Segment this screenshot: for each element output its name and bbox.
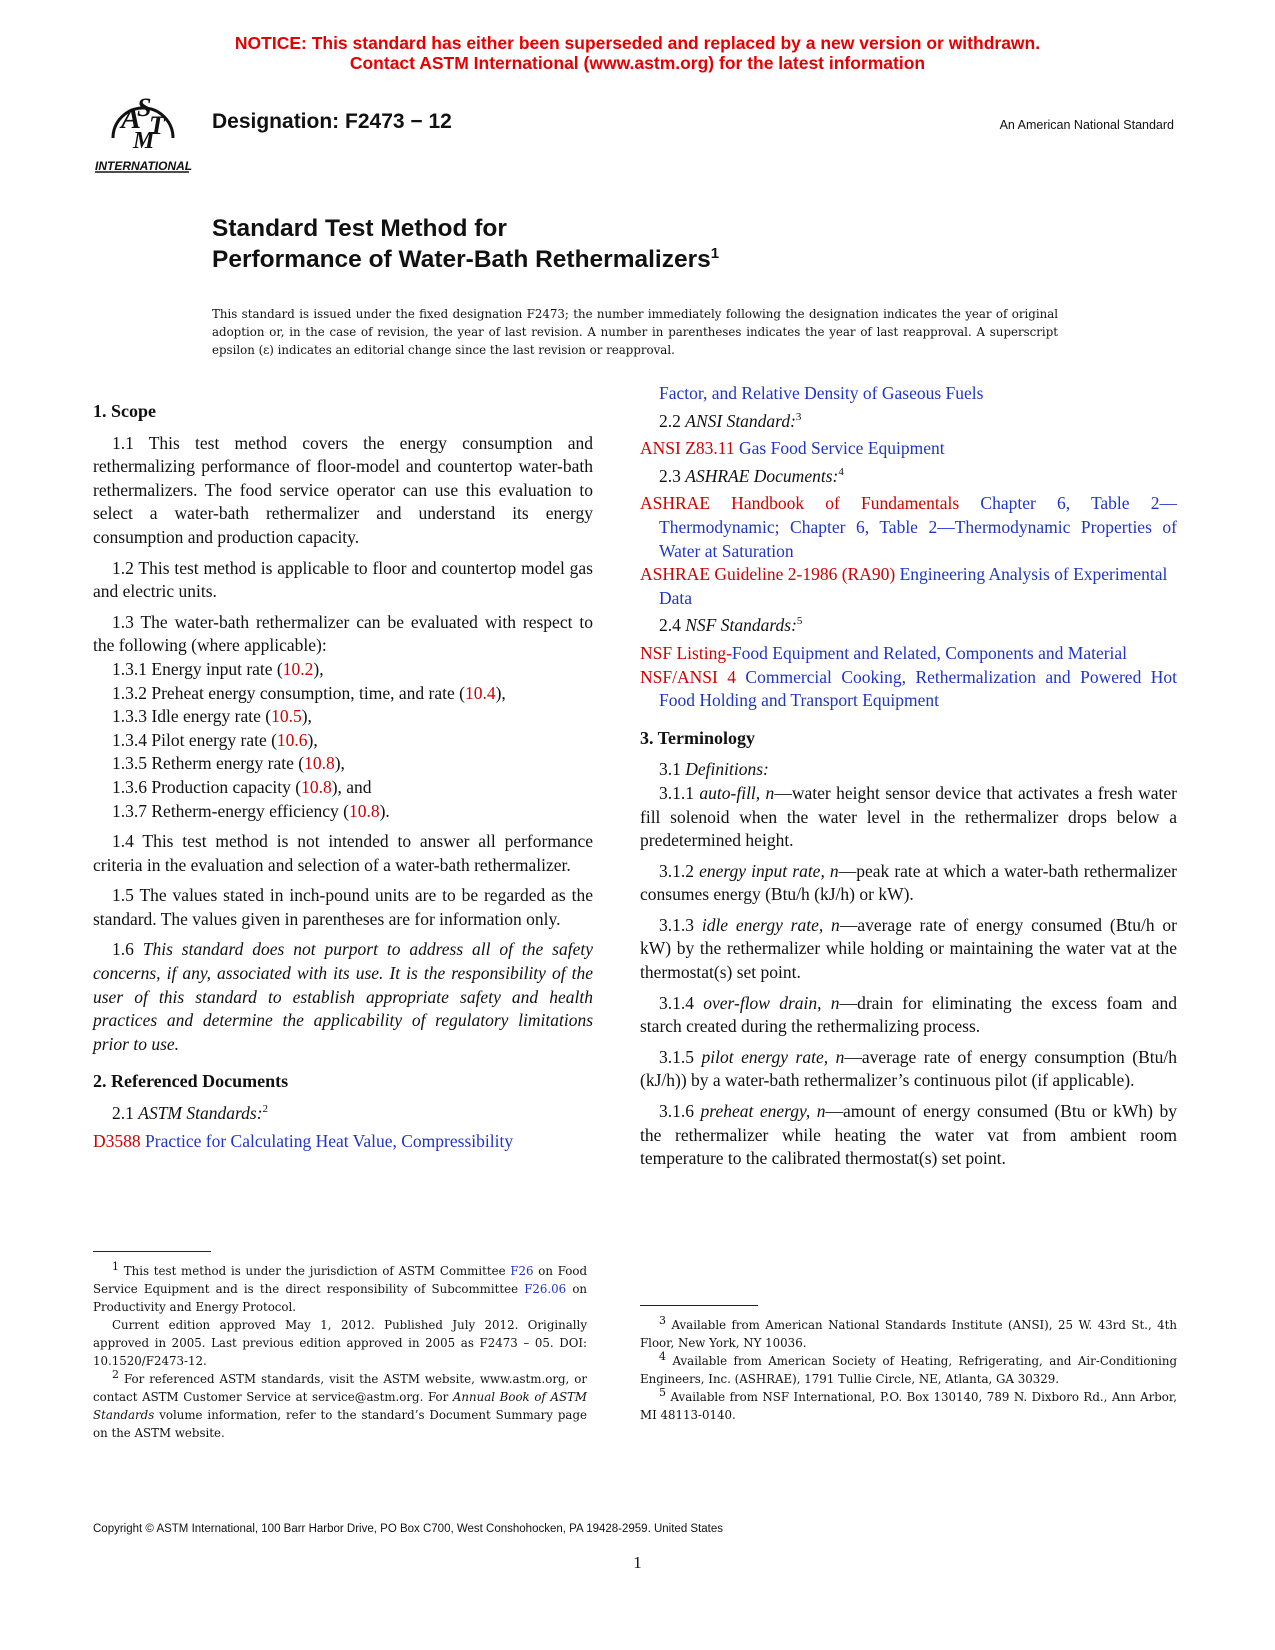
footnote-1: $^1$ This test method is under the jurisdiction of ASTM Committee F26 on Food Service Equipment and is the direct responsibility of Subcommittee F26.06 on Productivity and Energy Protocol. [93,1260,588,1314]
designation: Designation: F2473 − 12 [212,110,452,133]
list-item: 1.3.3 Idle energy rate (10.5), [112,706,312,727]
para-1-5: 1.5 The values stated in inch-pound units are to be regarded as the standard. The values given in parentheses are for information only. [93,885,593,929]
definition-item: 3.1.4 over-flow drain, n—drain for eliminating the excess foam and starch created during the rethermalizing process. [640,992,1177,1037]
list-item: 1.3.1 Energy input rate (10.2), [112,658,324,679]
ref-ashrae-guideline [640,563,1177,610]
document-title [212,213,719,275]
definition-item: 3.1.3 idle energy rate, n—average rate of energy consumed (Btu/h or kW) by the rethermalizer while holding or maintaining the water vat at the thermostat(s) set point. [640,914,1177,983]
ref-code[interactable]: NSF/ANSI 4 [640,666,736,687]
definition-item: 3.1.5 pilot energy rate, n—average rate of energy consumption (Btu/h (kJ/h)) by a water-bath rethermalizer’s continuous pilot (if applicable). [640,1046,1177,1091]
ref-title[interactable]: Commercial Cooking, Rethermalization and Powered Hot Food Holding and Transport Equipment [659,666,1177,711]
ref-nsf-ansi-4 [640,666,1177,713]
ref-code[interactable]: ASHRAE Guideline 2-1986 (RA90) [640,564,896,585]
copyright: Copyright © ASTM International, 100 Barr Harbor Drive, PO Box C700, West Conshohocken, PA 19428-2959. United States [93,1523,724,1535]
list-item: 1.3.2 Preheat energy consumption, time, and rate (10.4), [112,682,506,703]
list-item: 1.3.7 Retherm-energy efficiency (10.8). [112,800,390,821]
footnotes-left [93,1262,587,1442]
footnote-mark[interactable]: 3 [795,410,802,423]
national-standard-label: An American National Standard [999,118,1174,132]
footnote-separator-right [640,1305,758,1306]
withdrawal-notice [0,33,1275,73]
para-1-6: 1.6 This standard does not purport to address all of the safety concerns, if any, associated with its use. It is the responsibility of the user of this standard to establish appropriate safety and health practices and determine the applicability of regulatory limitations prior to use. [93,939,593,1054]
svg-text:A: A [121,102,142,135]
notice-line-1: NOTICE: This standard has either been superseded and replaced by a new version or withdrawn. [234,33,1041,53]
logo-text: INTERNATIONAL [95,159,193,173]
ref-code[interactable]: ANSI Z83.11 [640,438,735,459]
para-2-2: 2.2 ANSI Standard:$^3$ [659,410,802,431]
footnote-3: $^3$ Available from American National Standards Institute (ANSI), 25 W. 43rd St., 4th Floor, New York, NY 10036. [640,1314,1178,1350]
ref-title[interactable]: Chapter 6, Table 2—Thermodynamic; Chapter 6, Table 2—Thermodynamic Properties of Water at Saturation [659,493,1177,561]
ref-code[interactable]: D3588 [93,1130,141,1151]
ref-nsf-listing [640,642,1177,666]
ref-title[interactable]: Gas Food Service Equipment [739,438,945,459]
footnote-2: $^2$ For referenced ASTM standards, visit the ASTM website, www.astm.org, or contact ASTM Customer Service at service@astm.org. For Annual Book of ASTM Standards volume information, refer to the standard’s Document Summary page on the ASTM website. [93,1368,588,1440]
section-link[interactable]: 10.8 [348,800,380,821]
para-1-4: 1.4 This test method is not intended to answer all performance criteria in the evaluation and selection of a water-bath rethermalizer. [93,831,593,875]
title-line-2: Performance of Water-Bath Rethermalizers$^1$ [212,244,720,273]
ref-d3588 [93,1130,593,1154]
notice-line-2: Contact ASTM International (www.astm.org) for the latest information [349,53,926,73]
svg-text:M: M [133,128,155,154]
para-2-3: 2.3 ASHRAE Documents:$^4$ [659,465,844,486]
para-1-1: 1.1 This test method covers the energy consumption and rethermalizing performance of floor-model and countertop water-bath rethermalizers. The food service operator can use this evaluation to select a water-bath rethermalizer and understand its energy consumption and production capacity. [93,432,593,547]
footnote-mark[interactable]: 2 [262,1103,269,1116]
committee-link[interactable]: F26 [510,1264,534,1278]
issuance-statement: This standard is issued under the fixed designation F2473; the number immediately following the designation indicates the year of original adoption or, in the case of revision, the year of last revision. A number in parentheses indicates the year of last reapproval. A superscript epsilon (ε) indicates an editorial change since the last revision or reapproval. [212,307,1058,357]
left-column [93,400,593,1153]
section-link[interactable]: 10.6 [276,729,308,750]
footnote-separator-left [93,1251,211,1252]
footnote-mark[interactable]: 4 [838,465,844,478]
ref-d3588-continued: Factor, and Relative Density of Gaseous Fuels [659,383,984,403]
ref-title[interactable]: Engineering Analysis of Experimental Data [659,564,1168,608]
section-link[interactable]: 10.8 [301,776,332,797]
ref-code[interactable]: ASHRAE Handbook of Fundamentals [640,493,960,514]
page-number: 1 [633,1553,642,1572]
definition-item: 3.1.6 preheat energy, n—amount of energy consumed (Btu or kWh) by the rethermalizer while heating the water vat from ambient room temperature to the calibrated thermostat(s) set point. [640,1101,1178,1169]
list-item: 1.3.6 Production capacity (10.8), and [112,776,372,797]
section-link[interactable]: 10.8 [304,753,335,774]
section-scope-heading: 1. Scope [93,401,156,421]
footnote-1-edition: Current edition approved May 1, 2012. Published July 2012. Originally approved in 2005. Last previous edition approved in 2005 as F2473 – 05. DOI: 10.1520/F2473-12. [93,1318,587,1368]
right-column [640,382,1177,1178]
para-1-3: 1.3 The water-bath rethermalizer can be evaluated with respect to the following (where applicable): [93,611,593,656]
ref-ansi [640,437,1177,461]
ref-code[interactable]: NSF Listing- [640,642,732,663]
svg-text:T: T [149,111,165,140]
ref-title[interactable]: Food Equipment and Related, Components and Material [731,642,1128,663]
title-footnote-mark[interactable]: 1 [710,244,720,262]
section-refdocs-heading: 2. Referenced Documents [93,1071,289,1092]
footnote-5: $^5$ Available from NSF International, P.O. Box 130140, 789 N. Dixboro Rd., Ann Arbor, MI 48113-0140. [640,1386,1177,1422]
para-2-4: 2.4 NSF Standards:$^5$ [659,615,803,636]
footnote-mark[interactable]: 5 [796,615,803,628]
list-item: 1.3.5 Retherm energy rate (10.8), [112,753,345,774]
para-3-1: 3.1 Definitions: [659,759,769,780]
para-1-2: 1.2 This test method is applicable to floor and countertop model gas and electric units. [93,557,593,602]
ref-title[interactable]: Practice for Calculating Heat Value, Compressibility [145,1130,514,1151]
section-link[interactable]: 10.5 [271,706,302,727]
definition-item: 3.1.1 auto-fill, n—water height sensor device that activates a fresh water fill solenoid when the water level in the rethermalizer drops below a predetermined height. [640,782,1178,851]
footnote-4: $^4$ Available from American Society of Heating, Refrigerating, and Air-Conditioning Engineers, Inc. (ASHRAE), 1791 Tullie Circle, NE, Atlanta, GA 30329. [640,1350,1177,1386]
footnotes-right [640,1316,1177,1424]
definition-item: 3.1.2 energy input rate, n—peak rate at which a water-bath rethermalizer consumes energy (Btu/h (kJ/h) or kW). [640,860,1177,905]
section-terminology-heading: 3. Terminology [640,727,756,748]
subcommittee-link[interactable]: F26.06 [524,1282,567,1296]
list-item: 1.3.4 Pilot energy rate (10.6), [112,729,318,750]
para-2-1: 2.1 ASTM Standards:$^2$ [112,1103,269,1124]
svg-text:S: S [137,93,152,122]
title-line-1: Standard Test Method for [212,215,507,242]
astm-logo [93,86,193,174]
section-link[interactable]: 10.4 [464,682,496,703]
ref-ashrae-handbook [640,492,1177,563]
section-link[interactable]: 10.2 [282,658,314,679]
